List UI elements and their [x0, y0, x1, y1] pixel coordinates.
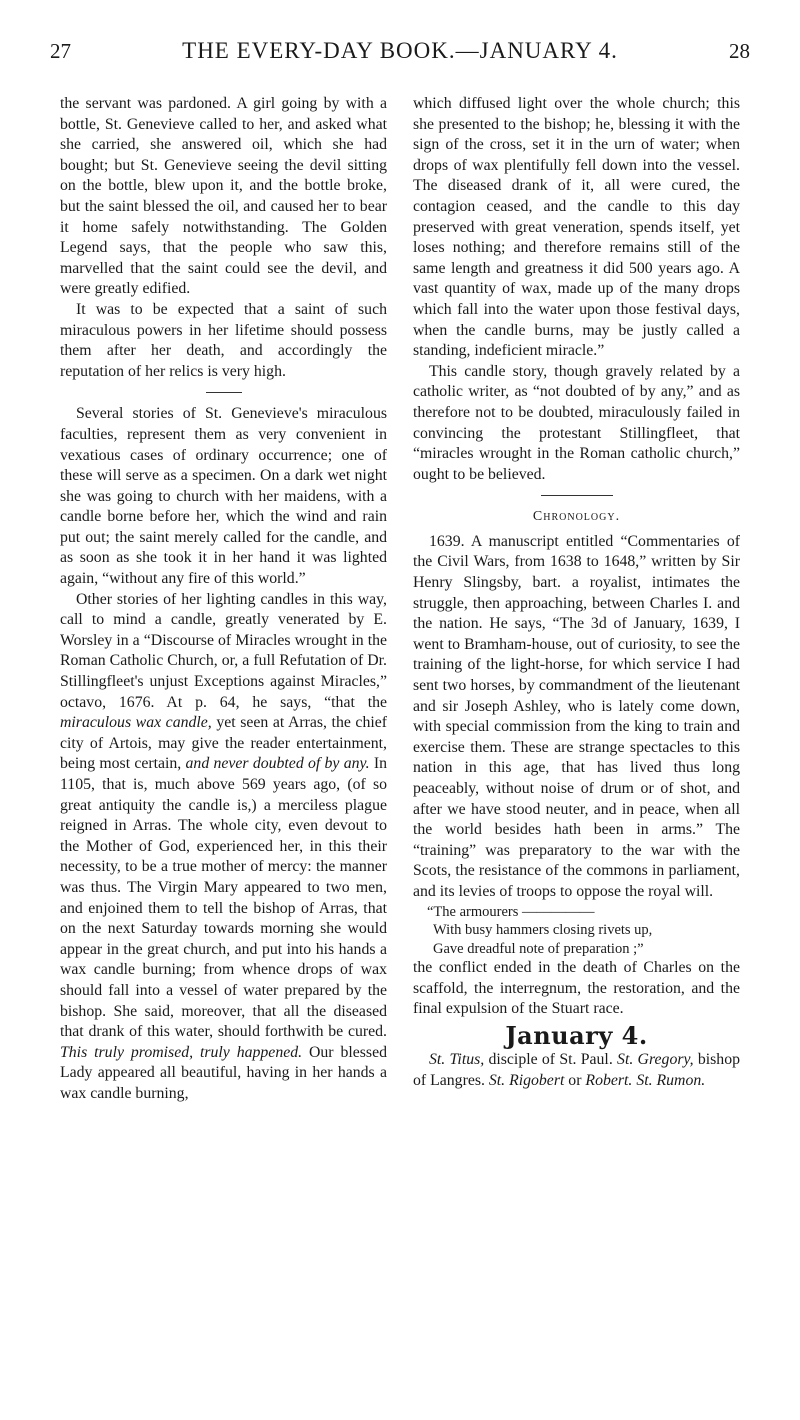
running-title: THE EVERY-DAY BOOK.—JANUARY 4. — [182, 38, 618, 63]
text-run: disciple of St. Paul. — [484, 1051, 618, 1069]
verse-line: With busy hammers closing rivets up, — [433, 922, 653, 939]
page-number-left: 27 — [50, 39, 71, 63]
saint-name: Robert. St. Rumon. — [585, 1072, 706, 1090]
paragraph-relics: It was to be expected that a saint of such miraculous powers in her lifetime should possess them after her death, and accordingly the reputation of her relics is very high. — [60, 300, 387, 380]
verse-line: Gave dreadful note of preparation ;” — [433, 940, 644, 957]
saint-name: St. Titus, — [429, 1051, 485, 1069]
page-header — [50, 38, 750, 64]
text-run: yet seen at Arras, the chief city of Artois, may give the reader entertainment, being most certain, — [60, 714, 387, 773]
text-run: or — [564, 1072, 586, 1090]
text-run: In 1105, that is, much above 569 years ago, (of so great antiquity the candle is,) a merciless plague reigned in Arras. The whole city, even devout to the Mother of God, experienced her, in this their necessity, to be a true mother of mercy: the manner was thus. The Virgin Mary appeared to two men, and enjoined them to tell the bishop of Arras, that on the next Saturday towards morning she would appear in the great church, and put into his hands a wax candle burning; from whence drops of wax should fall into a vessel of water prepared by the bishop. She said, moreover, that all the diseased that drank of this water, should forthwith be cured. — [60, 755, 388, 1041]
saint-name: St. Rigobert — [488, 1072, 565, 1090]
verse-line: “The armourers ————— — [427, 903, 595, 920]
date-heading: January 4. — [505, 1020, 648, 1050]
paragraph-candle-story: Several stories of St. Genevieve's miraculous faculties, represent them as very convenient in vexatious cases of ordinary occurrence; one of these will serve as a specimen. On a dark wet night she was going to church with her maidens, with a candle borne before her, which the wind and rain put out; the saint merely called for the candle, and as soon as she took it in her hand it was lighted again, “without any fire of this world.” — [60, 405, 387, 588]
paragraph-candle-continued: which diffused light over the whole church; this she presented to the bishop; he, blessing it with the sign of the cross, set it in the urn of water; when drops of wax plentifully fell down into the vessel. The diseased drank of it, all were cured, the contagion ceased, and the candle to this day preserved with great veneration, spends itself, yet loses nothing; and therefore remains still of the same length and greatness it did 500 years ago. A vast quantity of wax, made up of the many drops which fall into the water upon those festival days, when the candle burns, may be justly called a standing, indeficient miracle.” — [413, 95, 740, 360]
italic-run: miraculous wax candle, — [60, 714, 212, 732]
chronology-heading: Chronology. — [532, 509, 621, 525]
paragraph-conflict-end: the conflict ended in the death of Charles on the scaffold, the interregnum, the restoration, and the final expulsion of the Stuart race. — [413, 959, 740, 1018]
paragraph-genevieve-oil: the servant was pardoned. A girl going by with a bottle, St. Genevieve called to her, and asked what she carried, she answered oil, which she had bought; but St. Genevieve seeing the devil sitting on the bottle, blew upon it, and the bottle broke, but the saint blessed the oil, and caused her to bear it home safely notwithstanding. The Golden Legend says, that the people who saw this, marvelled that the saint could see the devil, and were greatly edified. — [60, 95, 387, 298]
page-number-right: 28 — [729, 39, 750, 63]
paragraph-stillingfleet: This candle story, though gravely related by a catholic writer, as “not doubted of by any,” and as therefore not to be doubted, miraculously failed in convincing the protestant Stillingfleet, that “miracles wrought in the Roman catholic church,” ought to be believed. — [413, 362, 740, 483]
section-divider — [206, 392, 242, 393]
section-divider — [541, 495, 613, 496]
paragraph-arras-candle — [60, 590, 387, 1105]
text-run: Our blessed Lady appeared all beautiful, having in her hands a wax candle burning, — [60, 1043, 387, 1102]
paragraph-slingsby: 1639. A manuscript entitled “Commentaries of the Civil Wars, from 1638 to 1648,” written by Sir Henry Slingsby, bart. a royalist, intimates the struggle, then approaching, between Charles I. and the nation. He says, “The 3d of January, 1639, I went to Bramham-house, out of curiosity, to see the training of the light-horse, for which service I had sent two horses, by commandment of the lieutenant and sir Joseph Ashley, who is lately come down, with special commission from the king to train and exercise them. These are strange spectacles to this nation in this age, that has lived thus long peaceably, without noise of drum or of shot, and after we have stood neuter, and in peace, when all the world besides hath been in arms.” The “training” was preparatory to the war with the Scots, the resistance of the commons in parliament, and its levies of troops to oppose the royal will. — [413, 532, 740, 900]
right-column — [413, 94, 740, 1092]
italic-run: and never doubted of by any. — [185, 755, 370, 773]
saint-name: St. Gregory, — [617, 1051, 694, 1069]
verse-quotation — [427, 903, 740, 959]
left-column — [60, 94, 387, 1105]
italic-run: This truly promised, truly happened. — [60, 1043, 303, 1061]
saints-of-day — [413, 1050, 740, 1091]
text-run: bishop of Langres. — [413, 1051, 740, 1090]
text-run: Other stories of her lighting candles in this way, call to mind a candle, greatly venerated by E. Worsley in a “Discourse of Miracles wrought in the Roman Catholic Church, or, a full Refutation of Dr. Stillingfleet's unjust Exceptions against Miracles,” octavo, 1676. At p. 64, he says, “that the — [60, 590, 387, 711]
